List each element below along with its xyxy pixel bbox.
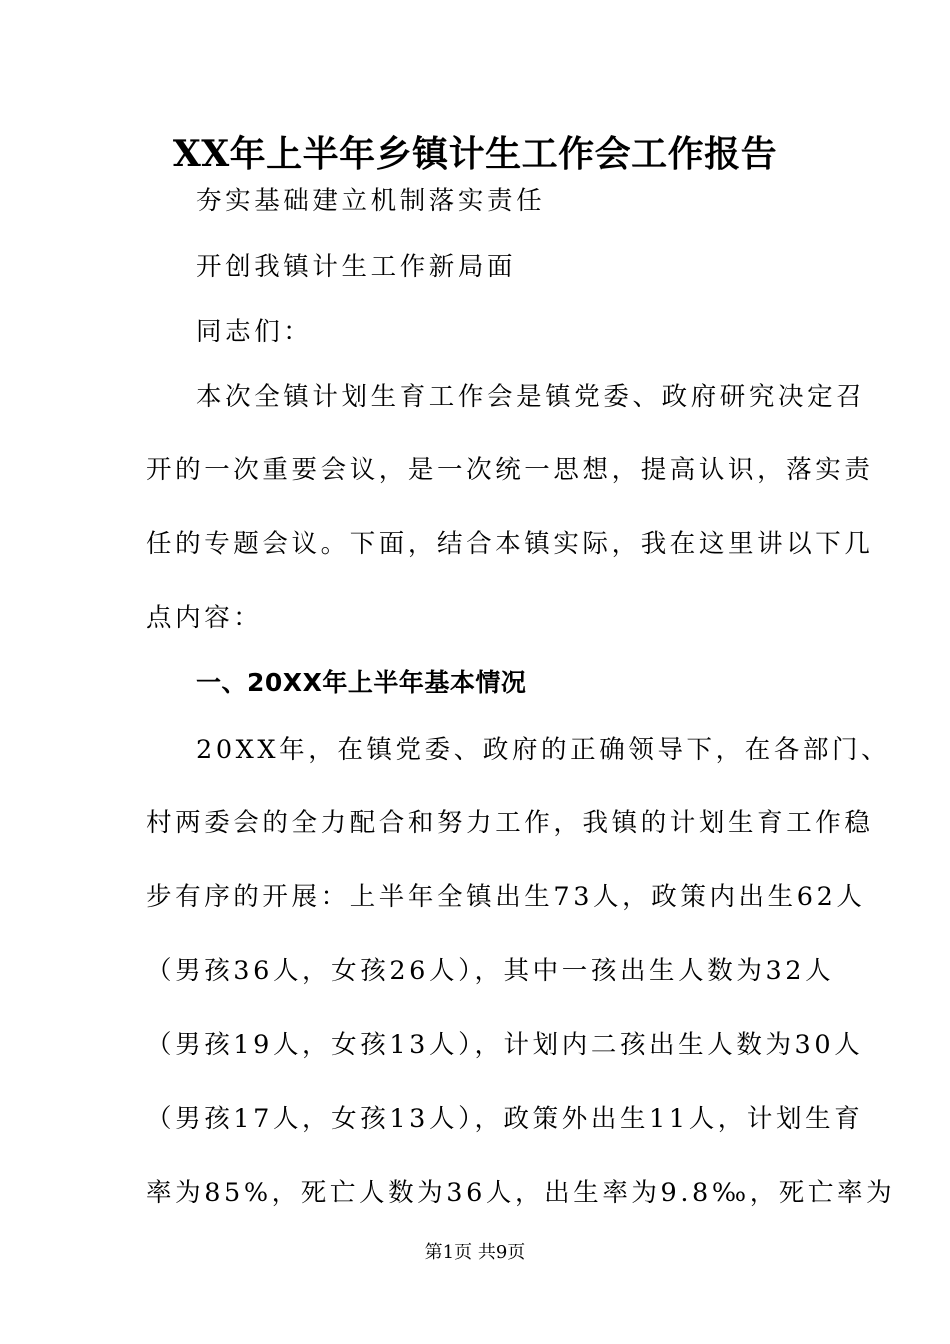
subtitle-line-1: 夯实基础建立机制落实责任: [196, 186, 546, 216]
subtitle-line-2: 开创我镇计生工作新局面: [196, 252, 517, 282]
paragraph-2-line: （男孩36人，女孩26人），其中一孩出生人数为32人: [146, 956, 835, 986]
paragraph-2-line: 率为85%，死亡人数为36人，出生率为9.8‰，死亡率为: [146, 1178, 896, 1208]
paragraph-2-line: （男孩19人，女孩13人），计划内二孩出生人数为30人: [146, 1030, 864, 1060]
paragraph-1-line: 任的专题会议。下面，结合本镇实际，我在这里讲以下几: [146, 529, 874, 559]
page-footer: 第1页 共9页: [424, 1242, 526, 1263]
paragraph-2-line: 20XX年，在镇党委、政府的正确领导下，在各部门、: [196, 735, 891, 765]
paragraph-2-line: 步有序的开展：上半年全镇出生73人，政策内出生62人: [146, 882, 866, 912]
section-heading: 一、20XX年上半年基本情况: [196, 668, 527, 697]
paragraph-2-line: （男孩17人，女孩13人），政策外出生11人，计划生育: [146, 1104, 864, 1134]
document-title: XX年上半年乡镇计生工作会工作报告: [172, 133, 778, 175]
paragraph-1-line: 开的一次重要会议，是一次统一思想，提高认识，落实责: [146, 455, 874, 485]
salutation: 同志们：: [196, 317, 313, 347]
paragraph-2-line: 村两委会的全力配合和努力工作，我镇的计划生育工作稳: [146, 808, 874, 838]
paragraph-1-line: 点内容：: [146, 603, 263, 633]
paragraph-1-line: 本次全镇计划生育工作会是镇党委、政府研究决定召: [196, 382, 866, 412]
